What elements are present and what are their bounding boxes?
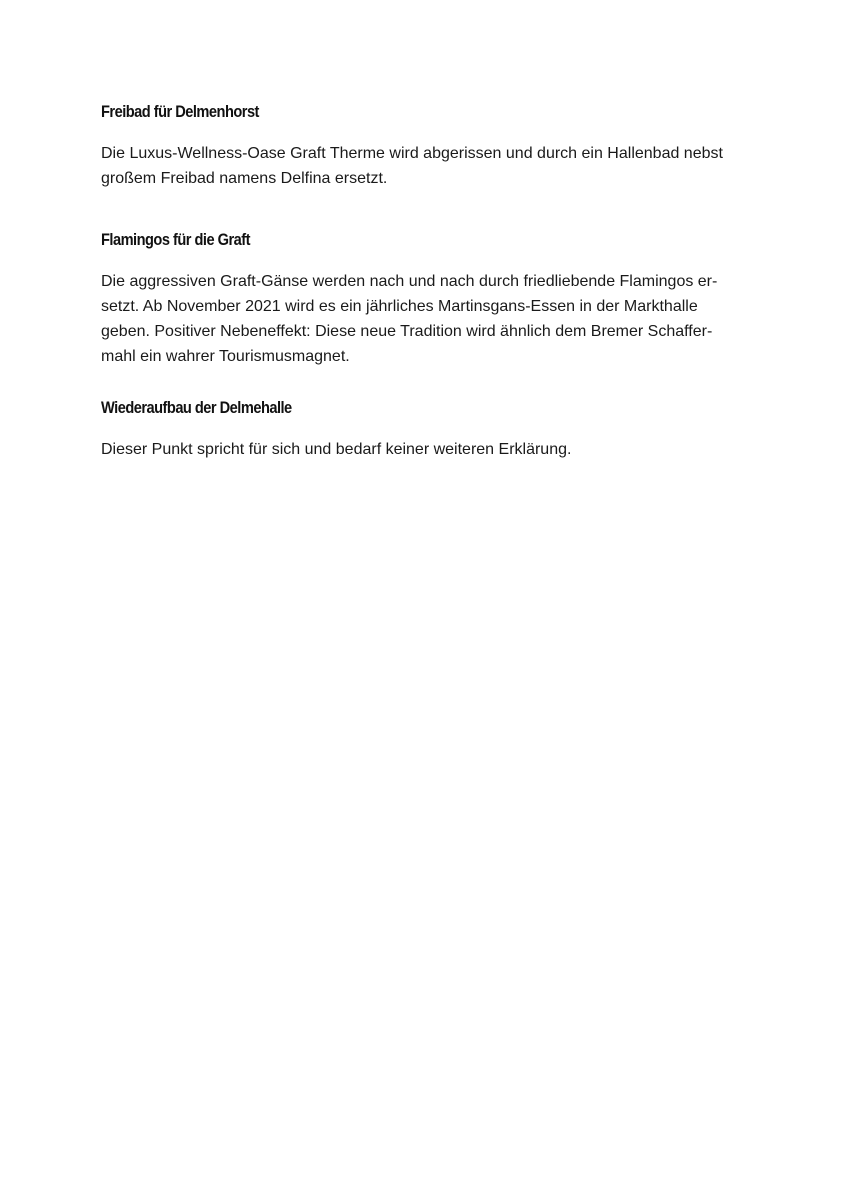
section-heading: Wiederaufbau der Delmehalle — [101, 398, 292, 417]
paragraph-line: Die Luxus-Wellness-Oase Graft Therme wird abgerissen und durch ein Hallenbad nebst — [101, 145, 723, 162]
paragraph-line: geben. Positiver Nebeneffekt: Diese neue Tradition wird ähnlich dem Bremer Schaffer- — [101, 323, 713, 340]
paragraph-line: Die aggressiven Graft-Gänse werden nach und nach durch friedliebende Flamingos er- — [101, 273, 718, 290]
section-paragraph — [101, 141, 723, 191]
section-heading: Freibad für Delmenhorst — [101, 102, 259, 121]
paragraph-line: mahl ein wahrer Tourismusmagnet. — [101, 348, 350, 365]
paragraph-line: großem Freibad namens Delfina ersetzt. — [101, 170, 388, 187]
section-heading: Flamingos für die Graft — [101, 230, 250, 249]
paragraph-line: Dieser Punkt spricht für sich und bedarf keiner weiteren Erklärung. — [101, 441, 572, 458]
section-freibad — [101, 100, 723, 191]
section-paragraph — [101, 269, 717, 369]
section-delmehalle — [101, 396, 571, 462]
section-paragraph — [101, 437, 571, 462]
section-flamingos — [101, 228, 717, 369]
paragraph-line: setzt. Ab November 2021 wird es ein jährliches Martinsgans-Essen in der Markthalle — [101, 298, 698, 315]
